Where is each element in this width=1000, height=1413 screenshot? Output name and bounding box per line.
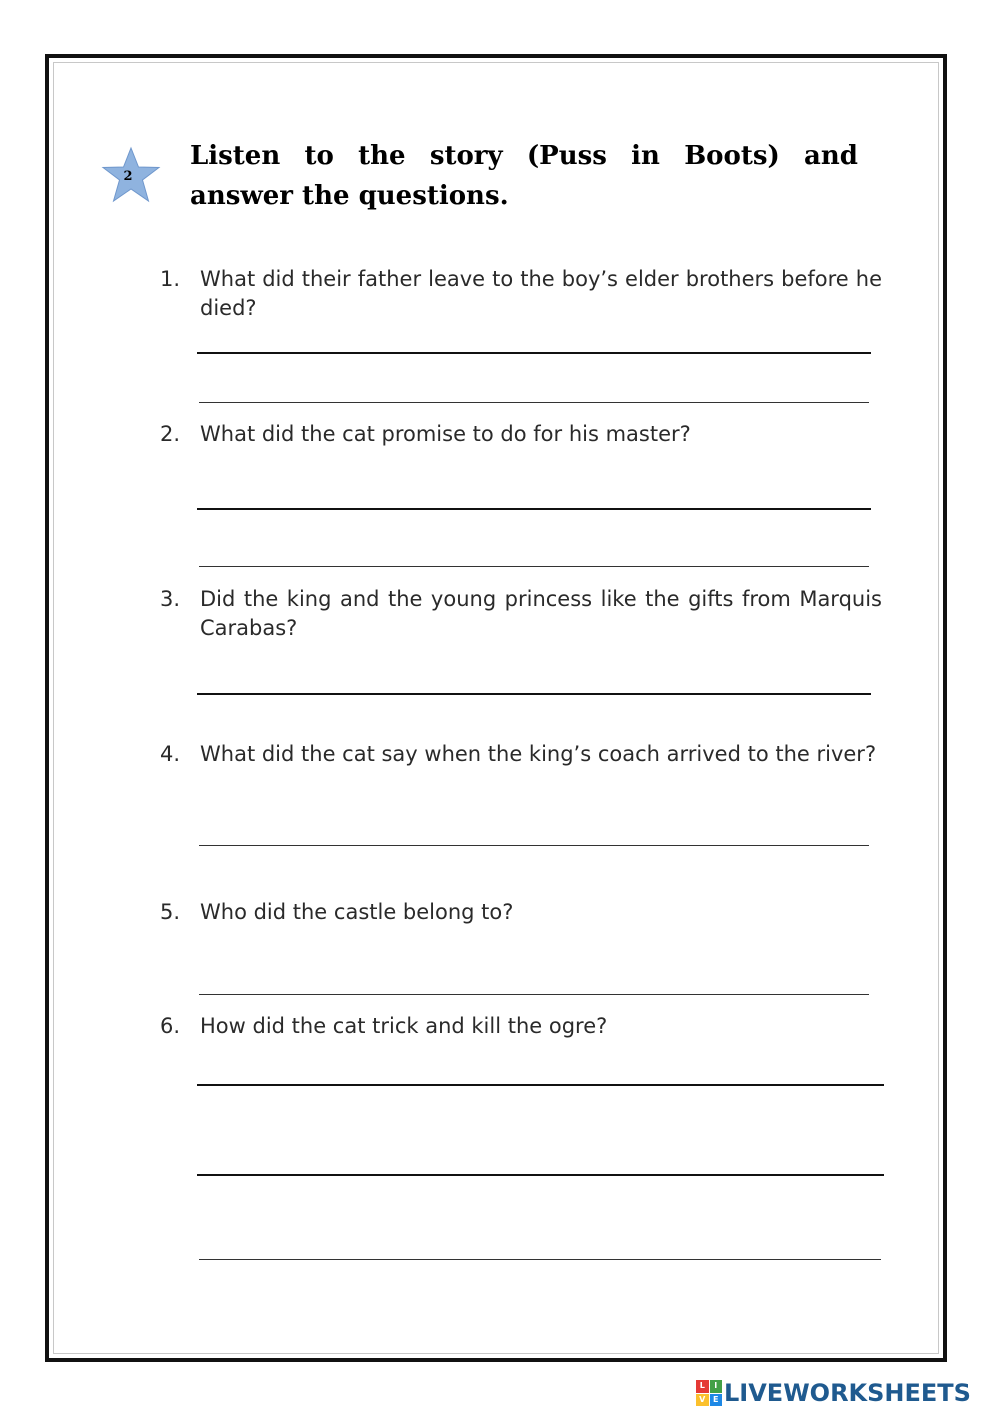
answer-line-1a[interactable] xyxy=(197,352,871,354)
star-badge-icon xyxy=(100,146,162,204)
worksheet-title: Listen to the story (Puss in Boots) and answer the questions. xyxy=(190,141,858,211)
logo-letter-v: V xyxy=(696,1394,709,1407)
question-2 xyxy=(160,420,882,449)
answer-line-5a[interactable] xyxy=(199,994,869,995)
answer-line-2a[interactable] xyxy=(197,508,871,510)
question-number: 6. xyxy=(160,1014,181,1038)
question-number: 5. xyxy=(160,900,181,924)
logo-letter-l: L xyxy=(696,1380,709,1393)
question-text: What did the cat promise to do for his master? xyxy=(200,422,691,446)
answer-line-6a[interactable] xyxy=(197,1084,884,1086)
question-text: What did their father leave to the boy’s elder brothers before he died? xyxy=(200,267,882,320)
question-number: 3. xyxy=(160,587,181,611)
liveworksheets-logo-icon xyxy=(696,1380,722,1406)
logo-letter-e: E xyxy=(710,1394,723,1407)
question-text: Who did the castle belong to? xyxy=(200,900,514,924)
question-number: 1. xyxy=(160,267,181,291)
question-text: Did the king and the young princess like the gifts from Marquis Carabas? xyxy=(200,587,882,640)
question-number: 4. xyxy=(160,742,181,766)
answer-line-1b[interactable] xyxy=(199,402,869,403)
answer-line-6b[interactable] xyxy=(197,1174,884,1176)
question-text: What did the cat say when the king’s coach arrived to the river? xyxy=(200,742,877,766)
answer-line-6c[interactable] xyxy=(199,1259,881,1260)
question-4 xyxy=(160,740,882,769)
answer-line-2b[interactable] xyxy=(199,566,869,567)
question-6 xyxy=(160,1012,882,1041)
liveworksheets-brand xyxy=(696,1376,971,1410)
answer-line-3a[interactable] xyxy=(197,693,871,695)
page-inner-frame xyxy=(53,62,939,1354)
question-1 xyxy=(160,265,882,323)
answer-line-4a[interactable] xyxy=(199,845,869,846)
question-text: How did the cat trick and kill the ogre? xyxy=(200,1014,608,1038)
logo-letter-i: I xyxy=(710,1380,723,1393)
question-number: 2. xyxy=(160,422,181,446)
star-number: 2 xyxy=(123,169,133,184)
brand-name: LIVEWORKSHEETS xyxy=(724,1379,971,1407)
question-3 xyxy=(160,585,882,643)
question-5 xyxy=(160,898,882,927)
